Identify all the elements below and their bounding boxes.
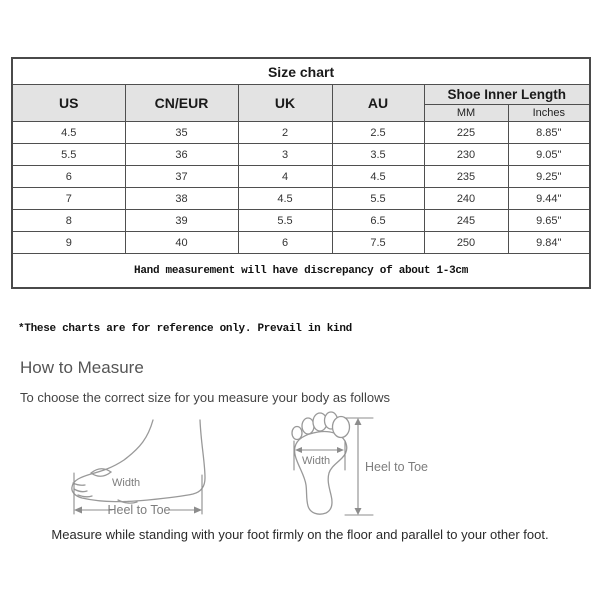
cell-cn-eur: 35 [125, 122, 238, 144]
foot-side-view-diagram [60, 410, 220, 520]
cell-cn-eur: 40 [125, 232, 238, 254]
column-header-cn-eur: CN/EUR [125, 85, 238, 122]
subcolumn-header-mm: MM [424, 105, 508, 122]
cell-us: 7 [12, 188, 125, 210]
cell-inches: 9.84" [508, 232, 590, 254]
column-header-au: AU [332, 85, 424, 122]
cell-cn-eur: 39 [125, 210, 238, 232]
cell-uk: 6 [238, 232, 332, 254]
how-to-measure-intro: To choose the correct size for you measure your body as follows [20, 390, 390, 405]
table-row [12, 144, 590, 166]
arrowhead-left-icon [295, 447, 302, 453]
cell-mm: 240 [424, 188, 508, 210]
arrowhead-right-icon [194, 507, 202, 514]
column-header-us: US [12, 85, 125, 122]
cell-au: 4.5 [332, 166, 424, 188]
column-header-uk: UK [238, 85, 332, 122]
heel-to-toe-label: Heel to Toe [107, 503, 171, 517]
cell-cn-eur: 37 [125, 166, 238, 188]
cell-mm: 225 [424, 122, 508, 144]
foot-outline [72, 420, 205, 502]
cell-au: 2.5 [332, 122, 424, 144]
table-row [12, 232, 590, 254]
cell-au: 3.5 [332, 144, 424, 166]
cell-us: 8 [12, 210, 125, 232]
arrowhead-left-icon [74, 507, 82, 514]
cell-inches: 8.85" [508, 122, 590, 144]
foot-sole-view-diagram [285, 407, 435, 522]
cell-uk: 2 [238, 122, 332, 144]
cell-inches: 9.05" [508, 144, 590, 166]
cell-cn-eur: 38 [125, 188, 238, 210]
how-to-measure-heading: How to Measure [20, 358, 144, 377]
cell-us: 6 [12, 166, 125, 188]
measure-instruction: Measure while standing with your foot firmly on the floor and parallel to your other foot. [51, 527, 549, 542]
table-row [12, 166, 590, 188]
table-footnote: Hand measurement will have discrepancy of about 1-3cm [12, 254, 590, 289]
sole-outline [295, 431, 347, 514]
toe-big-icon [333, 417, 350, 438]
subcolumn-header-inches: Inches [508, 105, 590, 122]
cell-uk: 3 [238, 144, 332, 166]
width-label: Width [302, 455, 331, 467]
cell-mm: 230 [424, 144, 508, 166]
cell-au: 5.5 [332, 188, 424, 210]
cell-inches: 9.65" [508, 210, 590, 232]
cell-mm: 235 [424, 166, 508, 188]
cell-au: 7.5 [332, 232, 424, 254]
cell-us: 4.5 [12, 122, 125, 144]
cell-uk: 4.5 [238, 188, 332, 210]
toe-little-icon [292, 427, 302, 440]
cell-uk: 4 [238, 166, 332, 188]
heel-to-toe-label: Heel to Toe [365, 460, 429, 474]
width-label: Width [112, 477, 141, 489]
cell-cn-eur: 36 [125, 144, 238, 166]
cell-us: 5.5 [12, 144, 125, 166]
table-row [12, 122, 590, 144]
column-header-shoe-inner-length: Shoe Inner Length [424, 85, 590, 105]
cell-mm: 250 [424, 232, 508, 254]
arrowhead-up-icon [355, 418, 362, 425]
cell-inches: 9.44" [508, 188, 590, 210]
cell-inches: 9.25" [508, 166, 590, 188]
size-chart-table [11, 57, 591, 289]
table-row [12, 210, 590, 232]
arrowhead-down-icon [355, 508, 362, 515]
table-row [12, 188, 590, 210]
cell-mm: 245 [424, 210, 508, 232]
toe-fourth-icon [302, 418, 314, 434]
reference-note: *These charts are for reference only. Prevail in kind [18, 323, 352, 335]
cell-uk: 5.5 [238, 210, 332, 232]
arrowhead-right-icon [337, 447, 344, 453]
size-chart-title: Size chart [12, 58, 590, 85]
cell-au: 6.5 [332, 210, 424, 232]
cell-us: 9 [12, 232, 125, 254]
